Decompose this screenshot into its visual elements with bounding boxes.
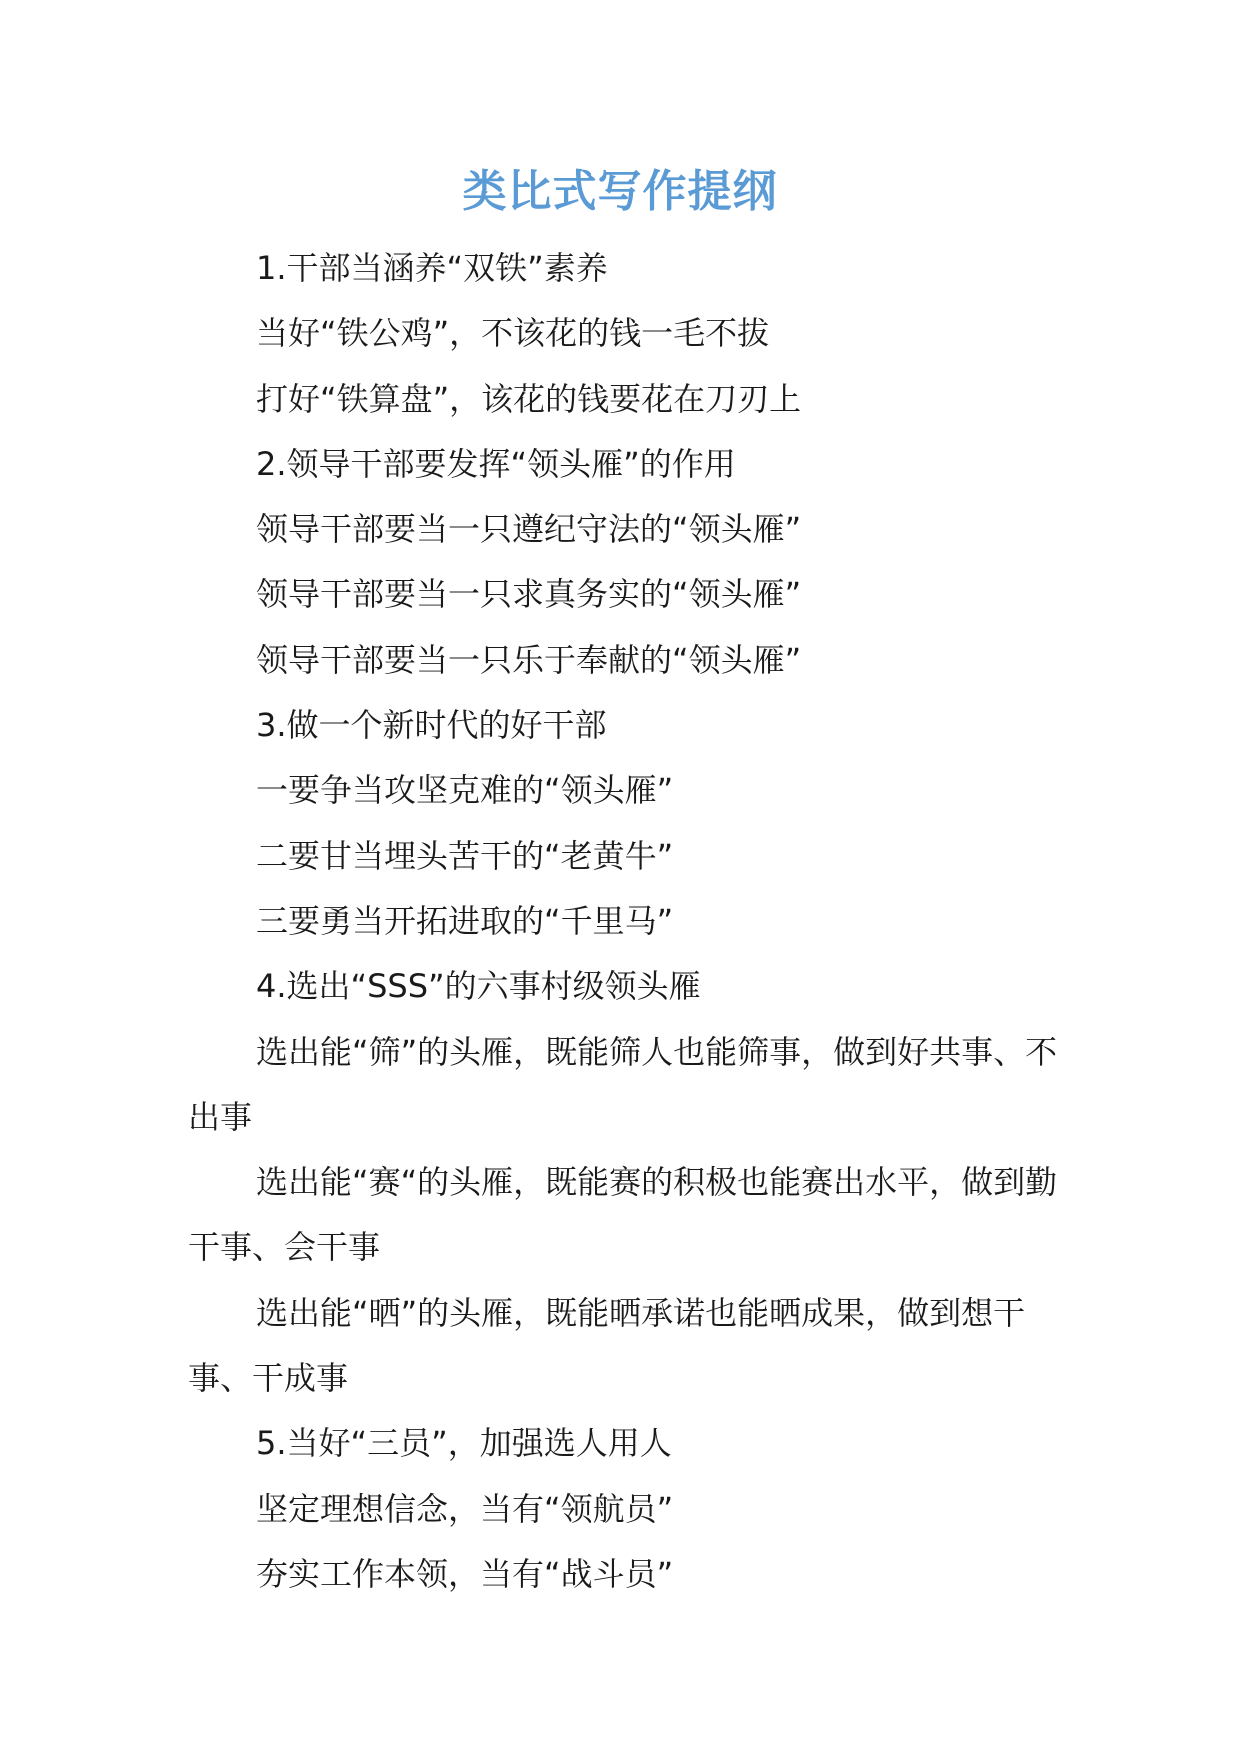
document-body — [188, 236, 1068, 1607]
heading-3: 3.做一个新时代的好干部 — [256, 706, 607, 745]
paragraph: 选出能“晒”的头雁，既能晒承诺也能晒成果，做到想干事、干成事 — [188, 1293, 1026, 1398]
paragraph: 选出能“赛“的头雁，既能赛的积极也能赛出水平，做到勤干事、会干事 — [188, 1163, 1058, 1267]
heading-2: 2.领导干部要发挥“领头雁”的作用 — [256, 444, 736, 483]
paragraph: 选出能“筛”的头雁，既能筛人也能筛事，做到好共事、不出事 — [188, 1032, 1058, 1136]
paragraph: 一要争当攻坚克难的“领头雁” — [256, 771, 674, 810]
paragraph: 夯实工作本领，当有“战斗员” — [256, 1554, 674, 1593]
paragraph: 领导干部要当一只遵纪守法的“领头雁” — [256, 510, 802, 549]
heading-4: 4.选出“SSS”的六事村级领头雁 — [256, 967, 701, 1006]
paragraph: 当好“铁公鸡”，不该花的钱一毛不拔 — [256, 314, 770, 353]
heading-5: 5.当好“三员”，加强选人用人 — [256, 1424, 672, 1463]
document-title: 类比式写作提纲 — [462, 166, 778, 217]
heading-1: 1.干部当涵养“双铁”素养 — [256, 249, 608, 287]
paragraph: 坚定理想信念，当有“领航员” — [256, 1489, 674, 1528]
paragraph: 领导干部要当一只乐于奉献的“领头雁” — [256, 640, 802, 679]
paragraph: 打好“铁算盘”，该花的钱要花在刀刃上 — [256, 379, 802, 418]
paragraph: 领导干部要当一只求真务实的“领头雁” — [256, 575, 802, 614]
paragraph: 二要甘当埋头苦干的“老黄牛” — [256, 836, 674, 875]
paragraph: 三要勇当开拓进取的“千里马” — [256, 901, 674, 940]
